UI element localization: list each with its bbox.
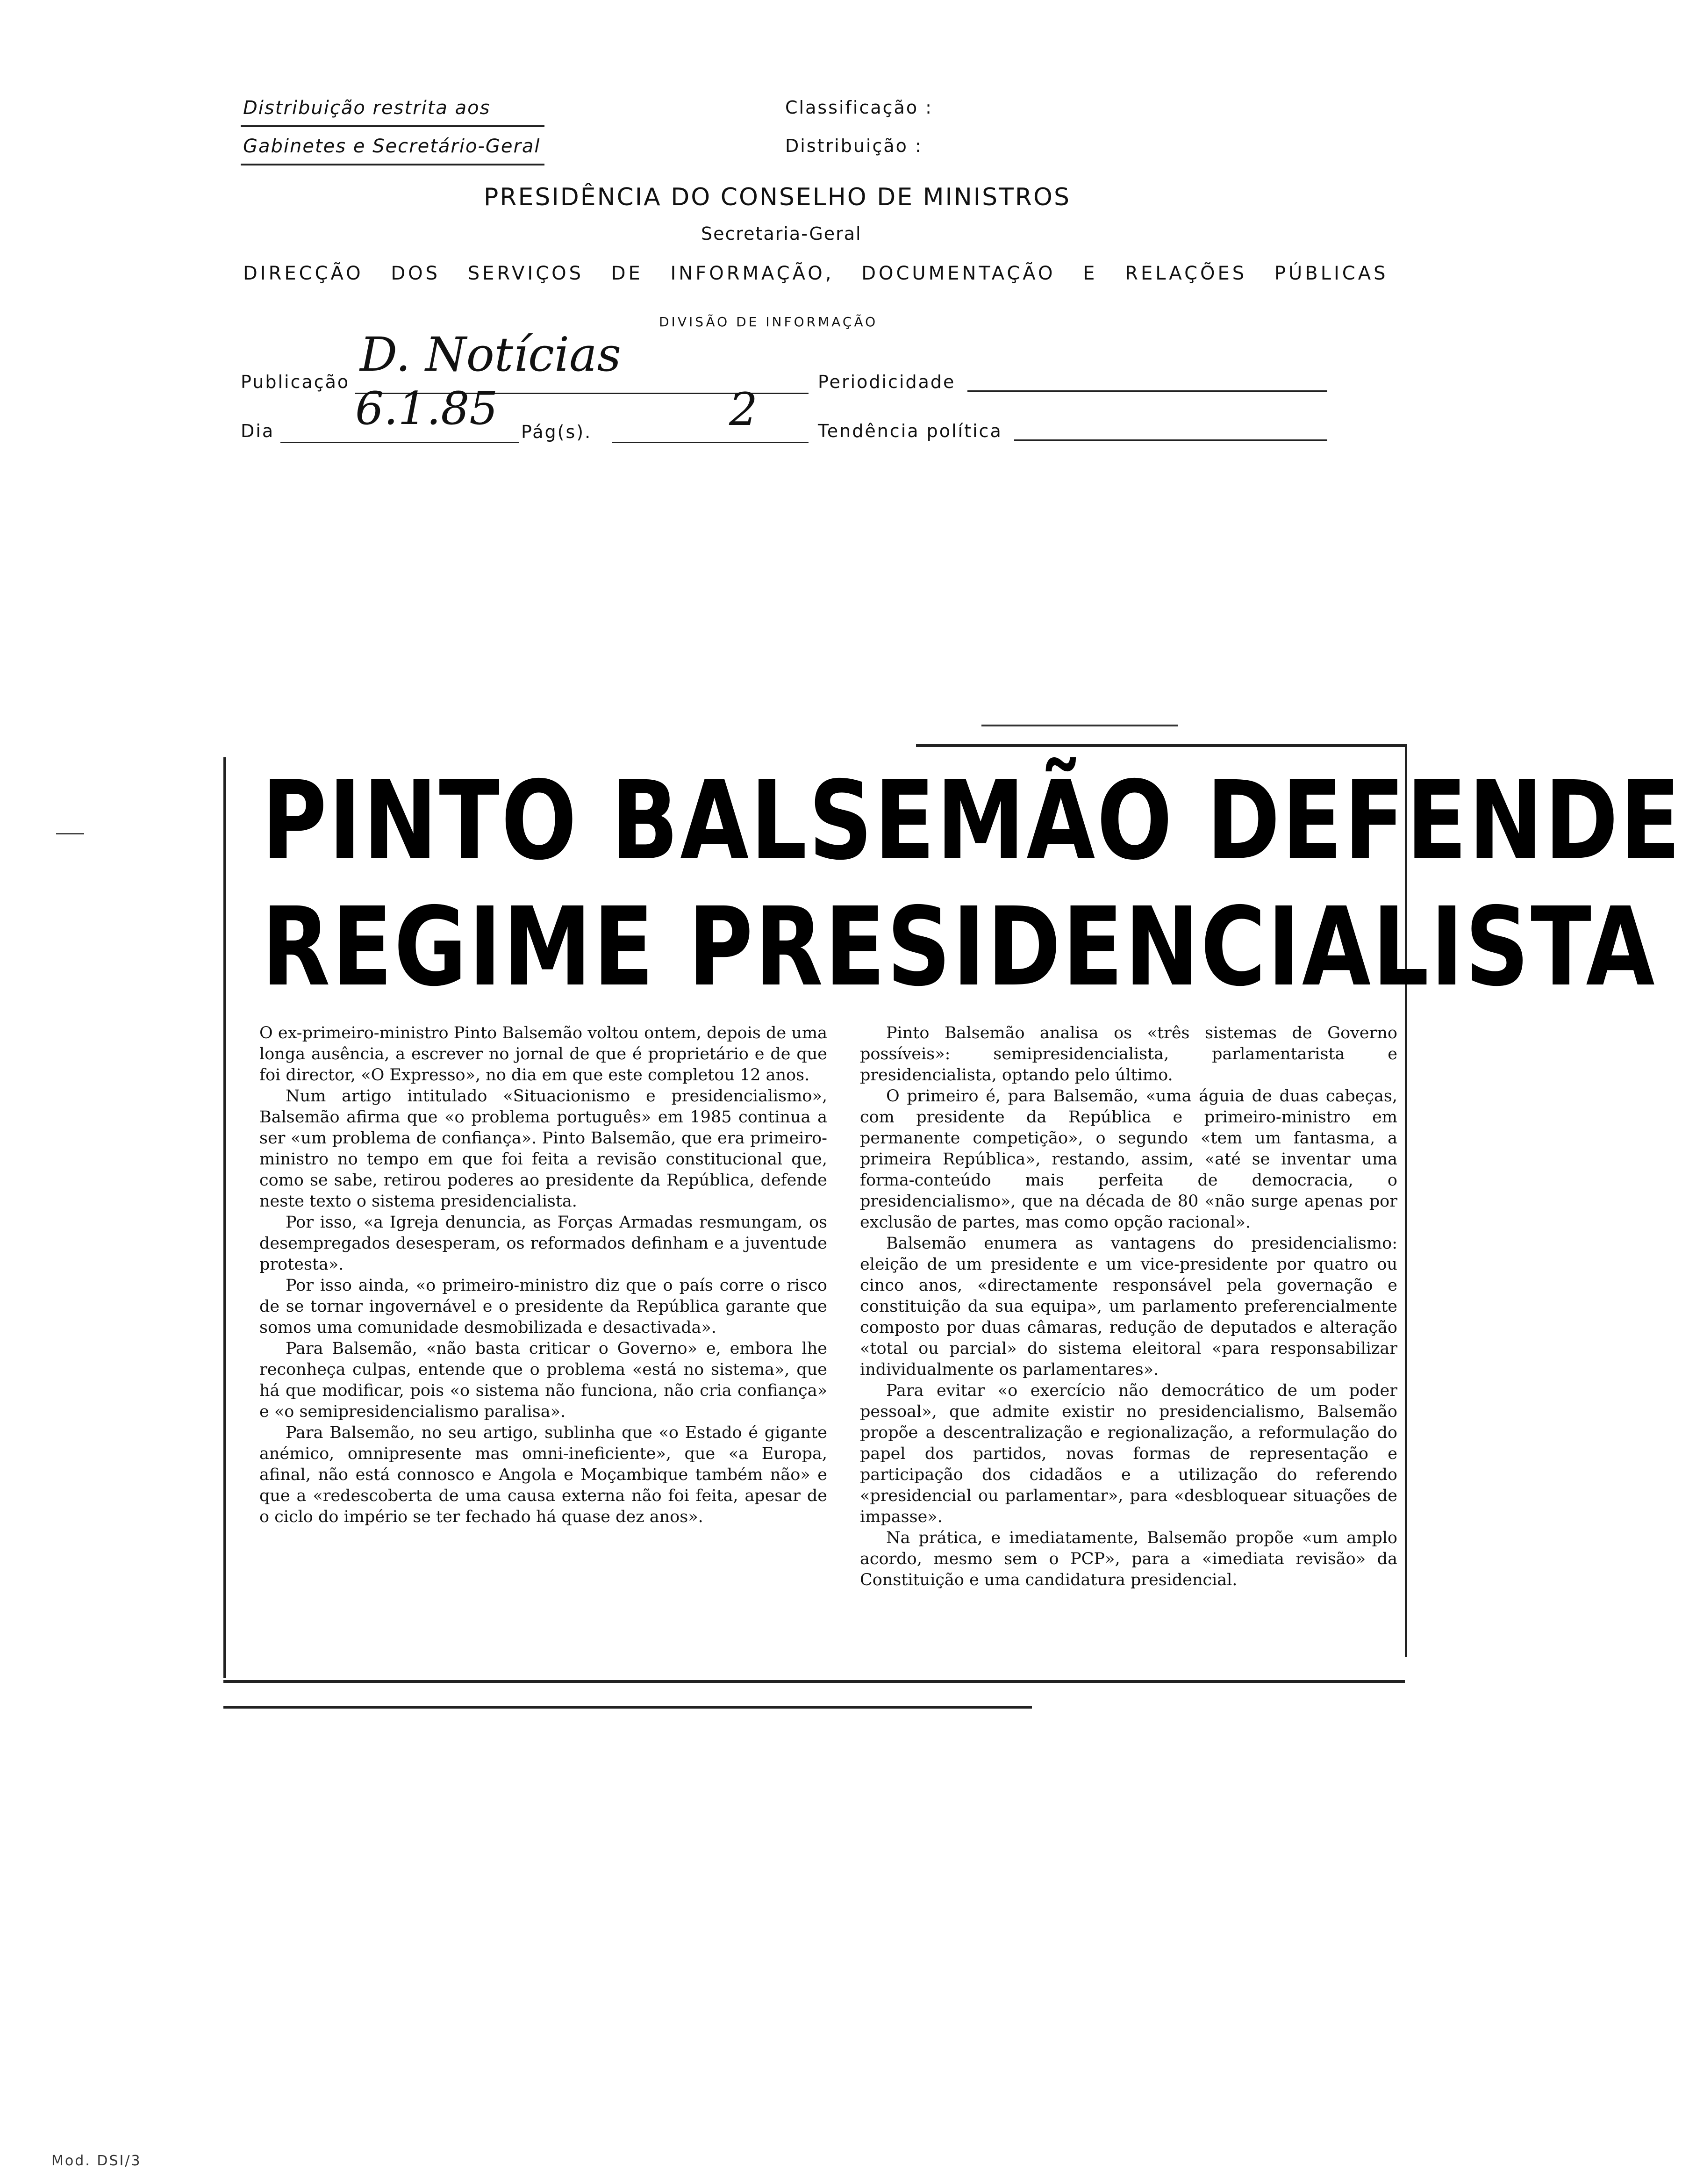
right-paragraph-5: Na prática, e imediatamente, Balsemão propõe «um amplo acordo, mesmo sem o PCP», para a «imediata revisão» da Constituição e uma candidatura presidencial. — [860, 1529, 1397, 1589]
org-title: PRESIDÊNCIA DO CONSELHO DE MINISTROS — [484, 183, 1071, 211]
distribution-line-1: Distribuição restrita aos — [243, 97, 491, 119]
clipping-left-border — [223, 757, 226, 1678]
secretariat: Secretaria-Geral — [701, 223, 862, 244]
pages-line — [612, 442, 809, 443]
publication-label: Publicação — [241, 372, 350, 392]
classification-label: Classificação : — [785, 97, 933, 118]
day-handwritten: 6.1.85 — [355, 382, 498, 435]
periodicity-label: Periodicidade — [818, 372, 956, 392]
clipping-bottom-rule — [223, 1706, 1032, 1709]
right-paragraph-3: Balsemão enumera as vantagens do presidencialismo: eleição de um presidente e um vice-presidente por quatro ou cinco anos, «directamente responsável pela governação e constituição da sua equipa», um parlamento preferencialmente composto por duas câmaras, redução de deputados e alteração «total ou parcial» do sistema eleitoral «para responsabilizar individualmente os parlamentares». — [860, 1234, 1397, 1379]
day-line — [280, 442, 519, 443]
margin-dash — [56, 833, 84, 834]
clipping-bottom-border — [223, 1680, 1405, 1683]
left-paragraph-6: Para Balsemão, no seu artigo, sublinha que «o Estado é gigante anémico, omnipresente mas omni-ineficiente», que «a Europa, afinal, não está connosco e Angola e Moçambique também não» e que a «redescoberta de uma causa externa não foi feita, apesar de o ciclo do império se ter fechado há quase dez anos». — [259, 1423, 827, 1526]
division: DIVISÃO DE INFORMAÇÃO — [659, 314, 878, 330]
left-paragraph-5: Para Balsemão, «não basta criticar o Governo» e, embora lhe reconheça culpas, entende que o problema «está no sistema», que há que modificar, pois «o sistema não funciona, não cria confiança» e «o semipresidencialismo paralisa». — [259, 1339, 827, 1421]
form-model-code: Mod. DSI/3 — [51, 2153, 142, 2169]
clipping-top-border — [916, 744, 1407, 747]
right-paragraph-4: Para evitar «o exercício não democrático de um poder pessoal», que admite existir no presidencialismo, Balsemão propõe a descentralização e regionalização, a reformulação do papel dos partidos, novas formas de representação e participação dos cidadãos e a utilização do referendo «presidencial ou parlamentar», para «desbloquear situações de impasse». — [860, 1381, 1397, 1526]
article-left-column — [259, 1023, 827, 1528]
left-paragraph-1: O ex-primeiro-ministro Pinto Balsemão voltou ontem, depois de uma longa ausência, a escrever no jornal de que é proprietário e de que foi director, «O Expresso», no dia em que este completou 12 anos. — [259, 1024, 827, 1085]
distribution-line-2: Gabinetes e Secretário-Geral — [243, 136, 541, 157]
pages-label: Pág(s). — [521, 422, 592, 442]
distribution-underline-1 — [241, 125, 544, 127]
article-right-column — [860, 1023, 1397, 1591]
periodicity-line — [967, 390, 1327, 392]
tendency-label: Tendência política — [818, 421, 1002, 441]
publication-handwritten: D. Notícias — [360, 327, 621, 382]
day-label: Dia — [241, 421, 275, 441]
right-paragraph-2: O primeiro é, para Balsemão, «uma águia de duas cabeças, com presidente da República e primeiro-ministro em permanente competição», o segundo «tem um fantasma, a primeira República», restando, assim, «até se inventar uma forma-conteúdo mais perfeita de democracia, o presidencialismo», que na década de 80 «não surge apenas por exclusão de partes, mas como opção racional». — [860, 1087, 1397, 1232]
clipping-top-rule — [981, 725, 1178, 726]
tendency-line — [1014, 439, 1327, 441]
left-paragraph-2: Num artigo intitulado «Situacionismo e presidencialismo», Balsemão afirma que «o problema português» em 1985 continua a ser «um problema de confiança». Pinto Balsemão, que era primeiro-ministro no tempo em que foi feita a revisão constitucional que, como se sabe, retirou poderes ao presidente da República, defende neste texto o sistema presidencialista. — [259, 1087, 827, 1211]
headline-line-1: PINTO BALSEMÃO DEFENDE — [262, 758, 1682, 884]
distribution-label: Distribuição : — [785, 136, 923, 156]
pages-handwritten: 2 — [729, 383, 758, 436]
distribution-underline-2 — [241, 164, 544, 165]
left-paragraph-3: Por isso, «a Igreja denuncia, as Forças Armadas resmungam, os desempregados desesperam, os reformados definham e a juventude protesta». — [259, 1213, 827, 1274]
right-paragraph-1: Pinto Balsemão analisa os «três sistemas de Governo possíveis»: semipresidencialista, parlamentarista e presidencialista, optando pelo último. — [860, 1024, 1397, 1085]
left-paragraph-4: Por isso ainda, «o primeiro-ministro diz que o país corre o risco de se tornar ingovernável e o presidente da República garante que somos uma comunidade desmobilizada e desactivada». — [259, 1276, 827, 1337]
headline-line-2: REGIME PRESIDENCIALISTA — [262, 884, 1656, 1010]
directorate: DIRECÇÃO DOS SERVIÇOS DE INFORMAÇÃO, DOCUMENTAÇÃO E RELAÇÕES PÚBLICAS — [243, 263, 1389, 284]
